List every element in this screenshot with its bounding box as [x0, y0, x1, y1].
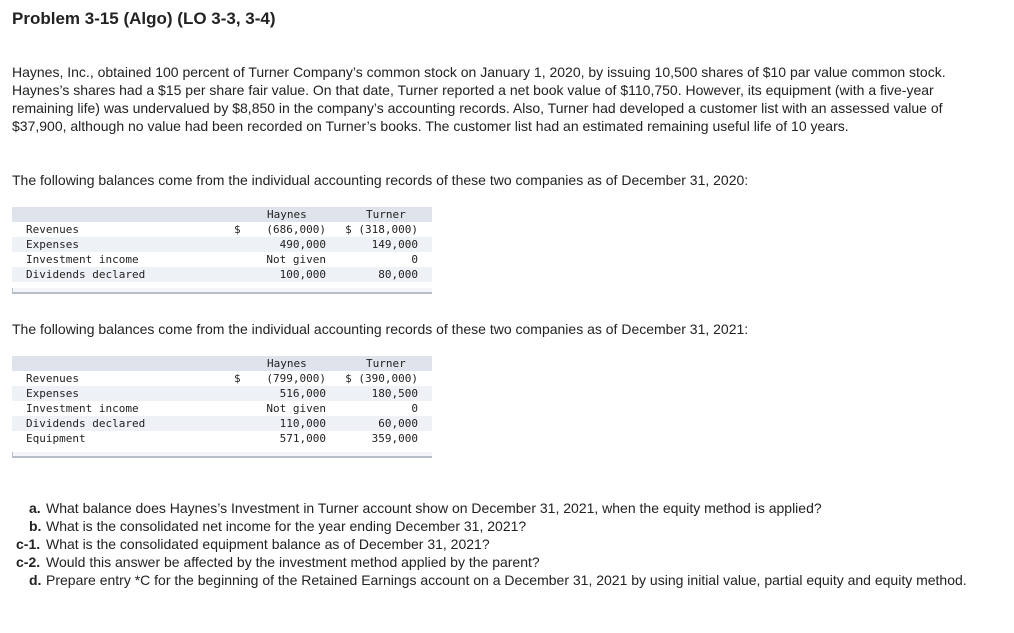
table-row [12, 222, 432, 237]
row-label: Revenues [26, 372, 79, 385]
table-spacer [12, 282, 432, 286]
table-header [12, 356, 432, 371]
question-text: Prepare entry *C for the beginning of the Retained Earnings account on a December 31, 2021 by using initial value, partial equity and equity method. [46, 572, 967, 588]
haynes-value: 516,000 [279, 387, 326, 400]
haynes-value: 490,000 [279, 238, 326, 251]
haynes-value: Not given [266, 402, 326, 415]
question-c1 [12, 535, 972, 553]
question-text: Would this answer be affected by the investment method applied by the parent? [46, 554, 540, 570]
table-header [12, 207, 432, 222]
row-label: Dividends declared [26, 268, 146, 281]
table-footer-rule [12, 452, 432, 458]
question-d [12, 571, 972, 589]
turner-value: $ (318,000) [345, 223, 418, 236]
question-label: b. [29, 518, 42, 534]
question-b [12, 517, 972, 535]
haynes-value: (686,000) [266, 223, 326, 236]
haynes-value: Not given [266, 253, 326, 266]
row-label: Expenses [26, 238, 79, 251]
turner-value: 0 [411, 402, 418, 415]
table-row [12, 371, 432, 386]
turner-value: 180,500 [371, 387, 418, 400]
question-label: a. [29, 500, 41, 516]
table-footer-rule [12, 288, 432, 294]
turner-value: 0 [411, 253, 418, 266]
question-text: What is the consolidated net income for the year ending December 31, 2021? [46, 518, 527, 534]
header-haynes: Haynes [267, 357, 307, 370]
dollar-sign: $ [234, 223, 241, 236]
table-row [12, 267, 432, 282]
question-label: c-1. [16, 536, 41, 552]
haynes-value: 110,000 [279, 417, 326, 430]
question-text: What balance does Haynes’s Investment in Turner account show on December 31, 2021, when the equity method is applied? [46, 500, 822, 516]
table-row [12, 431, 432, 446]
lead-2021: The following balances come from the individual accounting records of these two companies as of December 31, 2021: [12, 321, 749, 337]
turner-value: 80,000 [378, 268, 418, 281]
dollar-sign: $ [234, 372, 241, 385]
lead-2020: The following balances come from the individual accounting records of these two companies as of December 31, 2020: [12, 172, 749, 188]
turner-value: 359,000 [371, 432, 418, 445]
row-label: Equipment [26, 432, 86, 445]
row-label: Investment income [26, 402, 139, 415]
header-turner: Turner [366, 208, 406, 221]
question-label: d. [29, 572, 42, 588]
table-row [12, 386, 432, 401]
header-turner: Turner [366, 357, 406, 370]
turner-value: 149,000 [371, 238, 418, 251]
question-text: What is the consolidated equipment balance as of December 31, 2021? [46, 536, 490, 552]
problem-intro: Haynes, Inc., obtained 100 percent of Turner Company’s common stock on January 1, 2020, by issuing 10,500 shares of $10 par value common stock. Haynes’s shares had a $15 per share fair value. On that date, Turner reported a net book value of $110,750. However, its equipment (with a five-year remaining life) was undervalued by $8,850 in the company’s accounting records. Also, Turner had developed a customer list with an assessed value of $37,900, although no value had been recorded on Turner’s books. The customer list had an estimated remaining useful life of 10 years. [12, 64, 946, 134]
turner-value: 60,000 [378, 417, 418, 430]
balances-table-2021 [12, 356, 432, 458]
row-label: Revenues [26, 223, 79, 236]
question-label: c-2. [16, 554, 41, 570]
question-a [12, 499, 972, 517]
table-spacer [12, 446, 432, 450]
turner-value: $ (390,000) [345, 372, 418, 385]
balances-table-2020 [12, 207, 432, 294]
haynes-value: (799,000) [266, 372, 326, 385]
problem-title: Problem 3-15 (Algo) (LO 3-3, 3-4) [12, 9, 276, 28]
row-label: Expenses [26, 387, 79, 400]
table-row [12, 416, 432, 431]
table-row [12, 252, 432, 267]
haynes-value: 100,000 [279, 268, 326, 281]
haynes-value: 571,000 [279, 432, 326, 445]
table-row [12, 401, 432, 416]
table-row [12, 237, 432, 252]
header-haynes: Haynes [267, 208, 307, 221]
row-label: Investment income [26, 253, 139, 266]
question-list [12, 499, 972, 589]
row-label: Dividends declared [26, 417, 146, 430]
question-c2 [12, 553, 972, 571]
